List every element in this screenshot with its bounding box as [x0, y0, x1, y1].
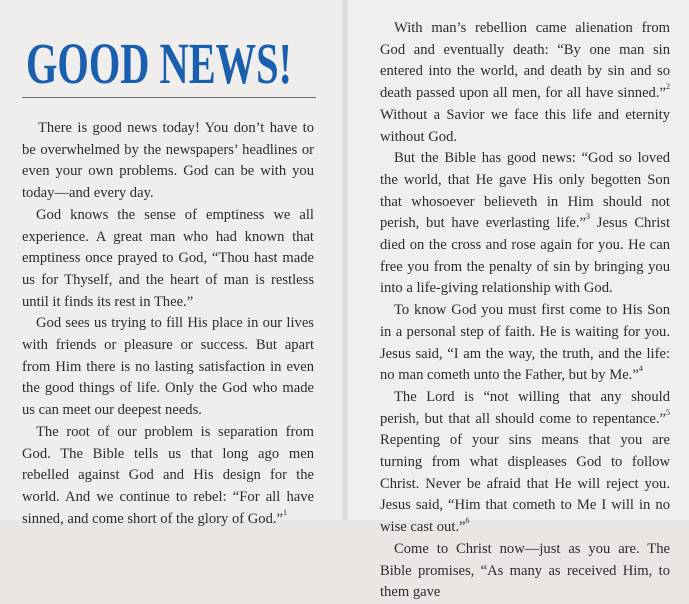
left-body-text [22, 118, 314, 530]
footnote-mark: 6 [465, 516, 470, 526]
footnote-mark: 1 [283, 507, 288, 517]
paragraph-know-god-text: To know God you must first come to His Son in a personal step of faith. He is waiting for you. Jesus said, “I am the way, the truth, and the life: no man cometh unto the Father, but by Me.” [380, 302, 670, 384]
paragraph-separation [22, 422, 314, 531]
paragraph-bible-good-news [380, 148, 670, 300]
page-fold [341, 0, 349, 520]
right-body-text [380, 18, 670, 604]
paragraph-repentance-text: The Lord is “not willing that any should perish, but that all should come to repentance.” [380, 388, 670, 427]
left-page [0, 0, 345, 527]
paragraph-rebellion-text-end: Without a Savior we face this life and eternity without God. [380, 106, 670, 145]
paragraph-repentance [380, 387, 670, 539]
paragraph-bible-good-news-text: But the Bible has good news: “God so loved the world, that He gave His only begotten Son that whosoever believeth in Him should not perish, but have everlasting life.” [380, 150, 670, 232]
paragraph-good-news-today: There is good news today! You don’t have to be overwhelmed by the newspapers’ headlines or even your own problems. God can be with you today—and every day. [22, 120, 314, 202]
page-title [22, 14, 322, 94]
paragraph-repentance-text-end: Repenting of your sins means that you are turning from what displeases God to follow Christ. Never be afraid that He will reject you. Jesus said, “Him that cometh to Me I will in no wise cast out.” [380, 432, 670, 536]
paragraph-rebellion-text: With man’s rebellion came alienation from God and eventually death: “By one man sin entered into the world, and death by sin and so death passed upon all men, for all have sinned.” [380, 20, 670, 102]
paragraph-rebellion [380, 18, 670, 148]
title-divider [22, 97, 316, 98]
paragraph-emptiness: God knows the sense of emptiness we all experience. A great man who had known that emptiness once prayed to God, “Thou hast made us for Thyself, and the heart of man is restless until it finds its rest in Thee.” [22, 206, 314, 310]
right-page [345, 0, 689, 601]
title-text: GOOD NEWS! [26, 31, 292, 96]
footnote-mark: 2 [666, 82, 670, 92]
footnote-mark: 4 [638, 364, 643, 374]
paragraph-fill-his-place: God sees us trying to fill His place in our lives with friends or pleasure or success. But apart from Him there is no lasting satisfaction in even the good things of life. Only the God who made us can meet our deepest needs. [22, 315, 314, 419]
footnote-mark: 5 [666, 407, 670, 417]
footnote-mark: 3 [586, 212, 591, 222]
paragraph-separation-text: The root of our problem is separation from God. The Bible tells us that long ago men rebelled against God and His design for the world. And we continue to rebel: “For all have sinned, and come short of the glory of God.” [22, 423, 314, 527]
paragraph-know-god [380, 300, 670, 387]
paragraph-come-to-christ: Come to Christ now—just as you are. The Bible promises, “As many as received Him, to them gave [380, 540, 670, 601]
paragraph-bible-good-news-text-end: Jesus Christ died on the cross and rose again for you. He can free you from the penalty of sin by bringing you into a life-giving relationship with God. [380, 215, 671, 297]
title-graphic [22, 14, 322, 94]
